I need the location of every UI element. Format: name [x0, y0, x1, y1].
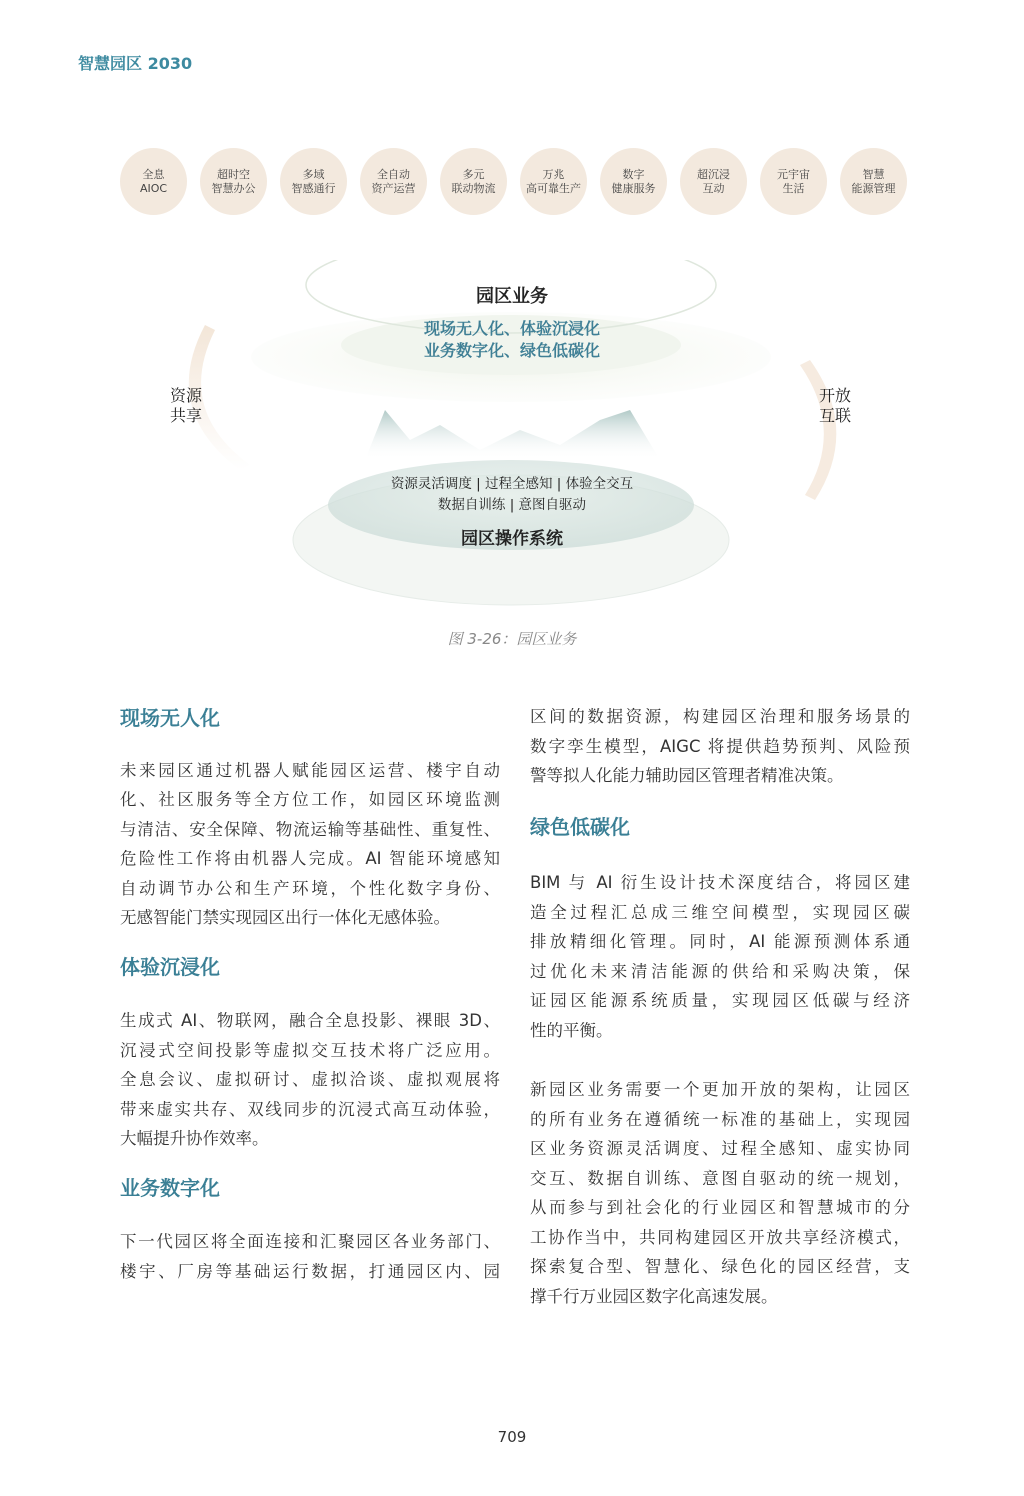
text-line: 楼宇、厂房等基础运行数据，打通园区内、园	[120, 1261, 500, 1281]
section-heading: 现场无人化	[120, 706, 220, 730]
feature-circle-label: 智慧办公	[211, 181, 256, 195]
text-line: 未来园区通过机器人赋能园区运营、楼宇自动	[120, 760, 500, 780]
feature-circle-label: 高可靠生产	[526, 181, 581, 195]
paragraph	[530, 1075, 910, 1311]
feature-circle-label: 超时空	[217, 167, 250, 181]
top-line-2: 业务数字化、绿色低碳化	[423, 341, 600, 360]
section-heading: 绿色低碳化	[530, 814, 630, 839]
text-line: 造全过程汇总成三维空间模型，实现园区碳	[530, 902, 910, 922]
feature-circle	[680, 148, 747, 215]
right-label-1: 开放	[819, 386, 852, 405]
feature-circle-label: AIOC	[139, 181, 168, 195]
feature-circle-label: 健康服务	[611, 181, 656, 195]
text-line: 排放精细化管理。同时，AI 能源预测体系通	[530, 932, 910, 951]
paragraph	[530, 702, 910, 791]
feature-circle-label: 智感通行	[291, 181, 336, 195]
text-line: 危险性工作将由机器人完成。AI 智能环境感知	[120, 849, 500, 868]
feature-circle-label: 全自动	[377, 167, 410, 181]
feature-circle-label: 数字	[622, 167, 645, 181]
right-label-2: 互联	[819, 406, 852, 425]
feature-circles	[120, 148, 907, 215]
text-line: 新园区业务需要一个更加开放的架构，让园区	[530, 1080, 910, 1099]
text-line: 的所有业务在遵循统一标准的基础上，实现园	[530, 1109, 910, 1129]
feature-circle	[200, 148, 267, 215]
text-line: 性的平衡。	[530, 1020, 613, 1040]
text-line: 区间的数据资源，构建园区治理和服务场景的	[530, 707, 910, 726]
right-column	[530, 702, 910, 1311]
paragraph	[120, 756, 500, 933]
feature-circle-label: 超沉浸	[697, 167, 730, 181]
top-line-1: 现场无人化、体验沉浸化	[423, 319, 600, 338]
text-line: 探索复合型、智慧化、绿色化的园区经营，支	[530, 1257, 910, 1276]
text-line: 与清洁、安全保障、物流运输等基础性、重复性、	[120, 819, 500, 839]
text-line: 区业务资源灵活调度、过程全感知、虚实协同	[530, 1139, 910, 1158]
text-line: 从而参与到社会化的行业园区和智慧城市的分	[530, 1198, 910, 1217]
park-business-diagram	[0, 260, 1024, 620]
text-line: 过优化未来清洁能源的供给和采购决策，保	[530, 961, 910, 981]
feature-circle-label: 元宇宙	[777, 167, 810, 181]
paragraph	[530, 868, 910, 1045]
text-line: 沉浸式空间投影等虚拟交互技术将广泛应用。	[120, 1040, 500, 1060]
section-heading: 体验沉浸化	[120, 954, 220, 979]
bottom-line-2: 数据自训练 | 意图自驱动	[437, 497, 587, 513]
paragraph	[120, 1227, 500, 1286]
top-title: 园区业务	[476, 286, 548, 307]
text-line: 带来虚实共存、双线同步的沉浸式高互动体验，	[120, 1099, 500, 1119]
feature-circle-label: 生活	[782, 181, 805, 195]
feature-circle-label: 资产运营	[371, 181, 416, 195]
feature-circle	[360, 148, 427, 215]
bottom-title: 园区操作系统	[461, 529, 563, 549]
text-line: 大幅提升协作效率。	[120, 1129, 269, 1148]
feature-circle	[600, 148, 667, 215]
running-header: 智慧园区 2030	[78, 54, 193, 73]
left-label-1: 资源	[170, 386, 203, 405]
feature-circle-label: 全息	[142, 167, 165, 181]
diagram-graphic	[0, 260, 1024, 620]
feature-circle-label: 联动物流	[451, 181, 496, 195]
bottom-line-1: 资源灵活调度 | 过程全感知 | 体验全交互	[390, 476, 634, 492]
text-line: 撑千行万业园区数字化高速发展。	[530, 1286, 778, 1306]
feature-circle	[280, 148, 347, 215]
feature-circle	[840, 148, 907, 215]
feature-circle-label: 多域	[302, 167, 325, 181]
text-line: 生成式 AI、物联网，融合全息投影、裸眼 3D、	[120, 1011, 500, 1030]
text-line: 自动调节办公和生产环境，个性化数字身份、	[120, 878, 500, 898]
text-line: 数字孪生模型，AIGC 将提供趋势预判、风险预	[530, 736, 910, 756]
section-heading: 业务数字化	[120, 1175, 220, 1200]
feature-circle-label: 互动	[702, 181, 725, 195]
text-line: 证园区能源系统质量，实现园区低碳与经济	[530, 991, 910, 1010]
figure-caption: 图 3-26：园区业务	[447, 630, 577, 648]
feature-circle-label: 智慧	[862, 167, 885, 181]
feature-circle	[520, 148, 587, 215]
paragraph	[120, 1006, 500, 1154]
feature-circle	[760, 148, 827, 215]
left-column	[120, 704, 500, 1286]
page-number: 709	[497, 1428, 527, 1446]
text-line: 交互、数据自训练、意图自驱动的统一规划，	[530, 1168, 910, 1188]
text-line: 无感智能门禁实现园区出行一体化无感体验。	[120, 908, 450, 927]
feature-circle	[120, 148, 187, 215]
feature-circle-label: 能源管理	[851, 181, 896, 195]
feature-circle-label: 多元	[462, 167, 485, 181]
feature-circle	[440, 148, 507, 215]
text-line: 工协作当中，共同构建园区开放共享经济模式，	[530, 1227, 910, 1247]
text-line: BIM 与 AI 衍生设计技术深度结合，将园区建	[530, 873, 910, 892]
text-line: 警等拟人化能力辅助园区管理者精准决策。	[530, 766, 844, 785]
left-label-2: 共享	[170, 406, 203, 425]
text-line: 化、社区服务等全方位工作，如园区环境监测	[120, 790, 500, 809]
feature-circle-label: 万兆	[542, 167, 565, 181]
mountains	[365, 410, 660, 460]
text-line: 下一代园区将全面连接和汇聚园区各业务部门、	[120, 1232, 500, 1251]
text-line: 全息会议、虚拟研讨、虚拟洽谈、虚拟观展将	[120, 1070, 500, 1089]
